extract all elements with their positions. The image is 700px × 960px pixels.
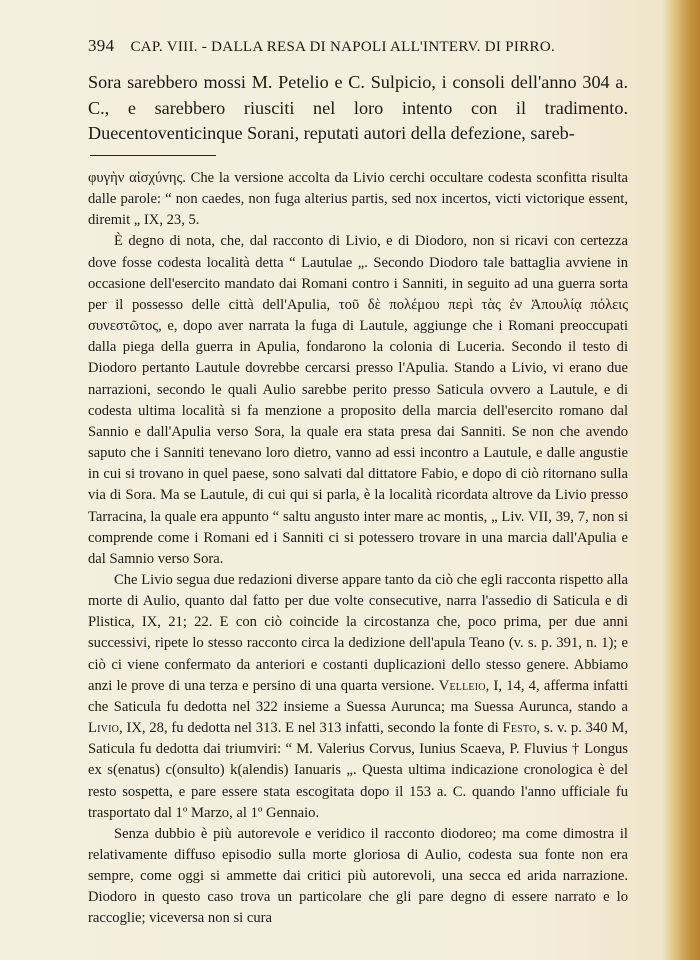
author-name: Velleio bbox=[438, 677, 486, 694]
footnotes bbox=[88, 168, 628, 930]
author-name: Livio bbox=[88, 720, 120, 737]
footnote-text: , IX, 28, fu dedotta nel 313. E nel 313 infatti, secondo la fonte di bbox=[119, 720, 499, 737]
footnote-text: , s. v. p. 340 M, Saticula fu dedotta dai triumviri: “ M. Valerius Corvus, Iunius Scaeva, P. Fluvius † Longus ex s(enatus) c(onsulto) k(alendis) Ianuaris „. Questa ultima indicazione cronologica è del resto sospetta, e pare essere stata escogitata dopo il 153 a. C. quando l'anno ufficiale fu trasportato dal 1º Marzo, al 1º Gennaio. bbox=[88, 720, 629, 821]
running-title: CAP. VIII. - DALLA RESA DI NAPOLI ALL'INTERV. DI PIRRO. bbox=[130, 39, 556, 55]
footnote-paragraph bbox=[88, 570, 628, 824]
footnote-paragraph: Senza dubbio è più autorevole e veridico il racconto diodoreo; ma come dimostra il relativamente diffuso episodio sulla morte gloriosa di Aulio, codesta sua fonte non era sempre, come oggi si ammette dai critici più autorevoli, una secca ed arida narrazione. Diodoro in questo caso trova un particolare che gli pare degno di essere narrato e lo raccoglie; viceversa non si cura bbox=[88, 825, 628, 927]
author-name: Festo bbox=[502, 720, 537, 737]
main-text: Sora sarebbero mossi M. Petelio e C. Sulpicio, i consoli dell'anno 304 a. C., e sarebbero riusciti nel loro intento con il tradimento. Duecentoventicinque Sorani, reputati autori della defezione, sareb- bbox=[88, 72, 628, 143]
footnote-separator bbox=[90, 155, 216, 156]
running-header bbox=[88, 36, 628, 56]
footnote-paragraph: È degno di nota, che, dal racconto di Livio, e di Diodoro, non si ricavi con certezza dove fosse codesta località detta “ Lautulae „. Secondo Diodoro tale battaglia avviene in occasione dell'esercito mandato dai Romani contro i Sanniti, in seguito ad una guerra sorta per il possesso delle città dell'Apulia, τοῦ δὲ πολέμου περὶ τὰς ἐν Ἀπουλίᾳ πόλεις συνεστῶτος, e, dopo aver narrata la fuga di Lautule, aggiunge che i Romani preoccupati dalla piega della guerra in Apulia, fondarono la colonia di Luceria. Secondo il testo di Diodoro pertanto Lautule dovrebbe cercarsi presso l'Apulia. Stando a Livio, vi erano due narrazioni, secondo le quali Aulio sarebbe perito presso Saticula ovvero a Lautule, e di codesta ultima località si fa menzione a proposito della marcia dell'esercito romano dal Sannio e dall'Apulia verso Sora, la quale era stata presa dai Sanniti. Se non che avendo saputo che i Sanniti tenevano loro dietro, vanno ad essi incontro a Lautule, e dalle angustie in cui si trovano in quel paese, sono salvati dal dittatore Fabio, e dopo di ciò ritornano sulla via di Sora. Ma se Lautule, di cui qui si parla, è la località ricordata altrove da Livio presso Tarracina, la quale era appunto “ saltu angusto inter mare ac montis, „ Liv. VII, 39, 7, non si comprende come i Romani ed i Sanniti ci si potessero trovare in una marcia dall'Apulia e dal Samnio verso Sora. bbox=[88, 233, 628, 567]
page-number: 394 bbox=[88, 36, 115, 55]
footnote-text: , I, 14, 4, afferma infatti che Saticula fu dedotta nel 322 insieme a Suessa Aurunca; ma Suessa Aurunca, stando a bbox=[88, 677, 628, 715]
footnote-paragraph: φυγὴν αἰσχύνης. Che la versione accolta da Livio cerchi occultare codesta sconfitta risulta dalle parole: “ non caedes, non fuga alterius partis, sed nox incertos, victi victorique essent, diremit „ IX, 23, 5. bbox=[88, 170, 628, 229]
footnote-text: Che Livio segua due redazioni diverse appare tanto da ciò che egli racconta rispetto alla morte di Aulio, quanto dal fatto per due volte consecutive, narra l'assedio di Saticula e di Plistica, IX, 21; 22. E con ciò coincide la circostanza che, poco prima, per due anni successivi, ripete lo stesso racconto circa la dedizione dell'apula Teano (v. s. p. 391, n. 1); e ciò ci viene confermato da anteriori e costanti duplicazioni dello stesso genere. Abbiamo anzi le prove di una terza e persino di una quarta versione. bbox=[88, 571, 628, 694]
page-edge bbox=[662, 0, 700, 960]
